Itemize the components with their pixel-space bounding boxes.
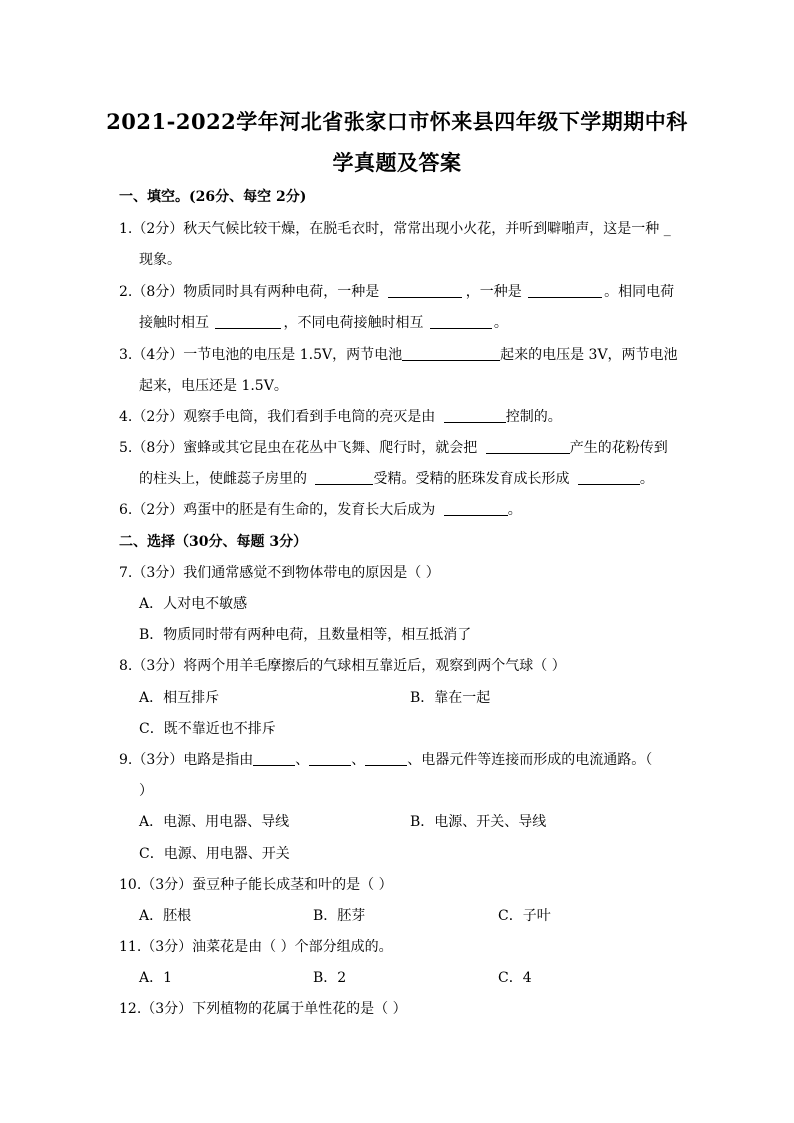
- answer-blank: [444, 408, 506, 423]
- answer-blank: [578, 470, 640, 485]
- q5-text-1: 5.（8分）蜜蜂或其它昆虫在花丛中飞舞、爬行时，就会把: [119, 440, 478, 456]
- q3-text-1: 3.（4分）一节电池的电压是 1.5V，两节电池: [119, 347, 403, 363]
- q2-text-4: 接触时相互: [139, 315, 209, 331]
- q5-text-4: 受精。受精的胚珠发育成长形成: [373, 471, 570, 487]
- question-10-option-c: C．子叶: [498, 908, 551, 924]
- question-3-line1: [119, 344, 678, 364]
- question-7-option-a: A．人对电不敏感: [139, 596, 248, 612]
- question-9-line1: [119, 749, 652, 769]
- question-9-option-c: C．电源、用电器、开关: [139, 846, 290, 862]
- question-9-option-a: A．电源、用电器、导线: [139, 814, 290, 830]
- answer-blank: [402, 346, 500, 361]
- question-8-option-a: A．相互排斥: [139, 690, 220, 706]
- q2-text-3: 。相同电荷: [604, 284, 675, 300]
- question-11-option-c: C．4: [498, 970, 532, 986]
- question-8-option-c: C．既不靠近也不排斥: [139, 721, 276, 737]
- q9-text-1: 9.（3分）电路是指由: [119, 752, 254, 768]
- q2-text-6: 。: [493, 315, 508, 331]
- answer-blank: [365, 751, 407, 766]
- question-7-option-b: B．物质同时带有两种电荷，且数量相等，相互抵消了: [139, 627, 472, 643]
- question-1-line1: 1.（2分）秋天气候比较干燥，在脱毛衣时，常常出现小火花，并听到噼啪声，这是一种 _: [119, 221, 671, 237]
- question-3-line2: 起来，电压还是 1.5V。: [139, 378, 288, 394]
- q5-text-5: 。: [639, 471, 654, 487]
- question-12-stem: 12.（3分）下列植物的花属于单性花的是（ ）: [119, 1001, 407, 1017]
- answer-blank: [444, 501, 508, 516]
- answer-blank: [528, 283, 602, 298]
- question-11-option-b: B．2: [313, 970, 347, 986]
- q4-text-1: 4.（2分）观察手电筒，我们看到手电筒的亮灭是由: [119, 409, 436, 425]
- q9-text-4: 、电器元件等连接而形成的电流通路。（: [407, 752, 653, 768]
- q5-text-2: 产生的花粉传到: [569, 440, 668, 456]
- question-9-option-b: B．电源、开关、导线: [410, 814, 547, 830]
- question-1-line2: 现象。: [139, 252, 181, 268]
- answer-blank: [430, 314, 492, 329]
- question-10-stem: 10.（3分）蚕豆种子能长成茎和叶的是（ ）: [119, 877, 393, 893]
- q9-text-2: 、: [295, 752, 310, 768]
- question-2-line2: [139, 312, 508, 332]
- q6-text-1: 6.（2分）鸡蛋中的胚是有生命的，发育长大后成为: [119, 502, 436, 518]
- question-8-option-b: B．靠在一起: [410, 690, 491, 706]
- answer-blank: [388, 283, 462, 298]
- answer-blank: [253, 751, 295, 766]
- q2-text-1: 2.（8分）物质同时具有两种电荷，一种是: [119, 284, 380, 300]
- question-4: [119, 406, 562, 426]
- page-title-line2: 学真题及答案: [332, 150, 462, 175]
- question-6: [119, 499, 522, 519]
- section-heading-fill-in: 一、填空。(26分、每空 2分): [119, 189, 307, 205]
- answer-blank: [486, 439, 570, 454]
- question-11-option-a: A．1: [139, 970, 173, 986]
- question-5-line1: [119, 437, 668, 457]
- question-2-line1: [119, 281, 674, 301]
- question-11-stem: 11.（3分）油菜花是由（ ）个部分组成的。: [119, 939, 393, 955]
- question-9-line2: ）: [139, 783, 153, 799]
- section-heading-choice: 二、选择（30分、每题 3分）: [119, 534, 308, 550]
- question-8-stem: 8.（3分）将两个用羊毛摩擦后的气球相互靠近后，观察到两个气球（ ）: [119, 658, 566, 674]
- q3-text-2: 起来的电压是 3V，两节电池: [500, 347, 678, 363]
- page-title-line1: 2021-2022学年河北省张家口市怀来县四年级下学期期中科: [106, 109, 688, 134]
- q2-text-5: ，不同电荷接触时相互: [283, 315, 424, 331]
- q6-text-2: 。: [507, 502, 522, 518]
- question-7-stem: 7.（3分）我们通常感觉不到物体带电的原因是（ ）: [119, 565, 440, 581]
- q4-text-2: 控制的。: [505, 409, 562, 425]
- question-5-line2: [139, 468, 654, 488]
- q9-text-3: 、: [351, 752, 366, 768]
- q2-text-2: ，一种是: [465, 284, 522, 300]
- answer-blank: [309, 751, 351, 766]
- answer-blank: [215, 314, 281, 329]
- question-10-option-b: B．胚芽: [313, 908, 366, 924]
- answer-blank: [315, 470, 373, 485]
- q5-text-3: 的柱头上，使雌蕊子房里的: [139, 471, 307, 487]
- question-10-option-a: A．胚根: [139, 908, 192, 924]
